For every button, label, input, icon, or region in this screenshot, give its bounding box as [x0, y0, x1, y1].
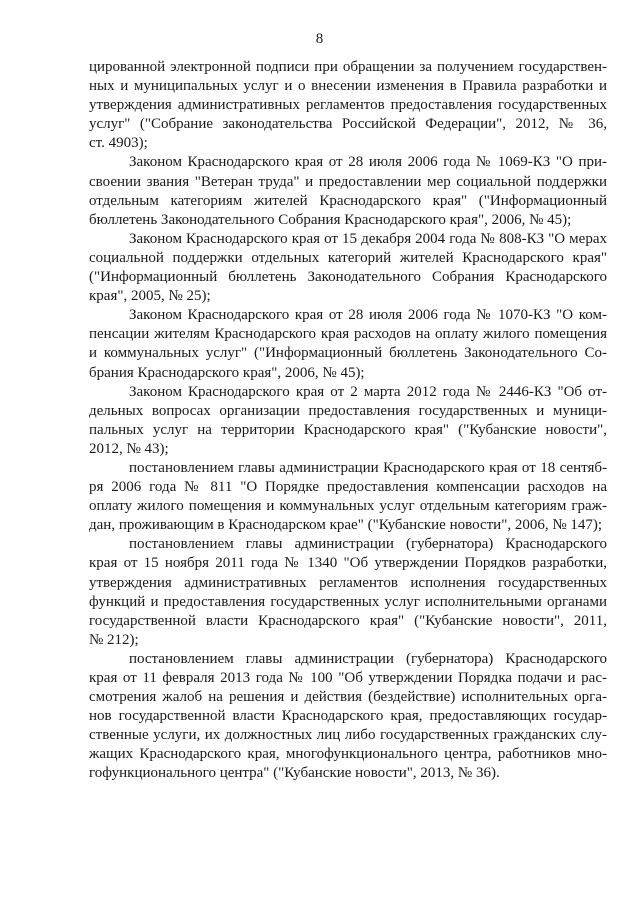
text-line: функций и предоставления государственных услуг исполнительными органами — [89, 593, 607, 610]
text-line: социальной поддержки отдельных категорий жителей Краснодарского края" — [89, 249, 607, 266]
text-line: оплату жилого помещения и коммунальных услуг отдельным категориям граж- — [89, 498, 607, 515]
text-line: смотрения жалоб на решения и действия (бездействие) исполнительных орга- — [89, 689, 607, 706]
text-line: брания Краснодарского края", 2006, № 45); — [89, 364, 365, 381]
text-line: ст. 4903); — [89, 135, 148, 152]
paragraph — [89, 650, 607, 784]
page-number: 8 — [315, 31, 324, 47]
paragraph — [89, 58, 607, 153]
text-line: дан, проживающим в Краснодарском крае" ("Кубанские новости", 2006, № 147); — [89, 517, 603, 534]
text-line: утверждения административных регламентов исполнения государственных — [89, 574, 607, 591]
text-line: ря 2006 года № 811 "О Порядке предоставления компенсации расходов на — [89, 479, 607, 496]
paragraph — [89, 230, 607, 306]
text-line: услуг" ("Собрание законодательства Российской Федерации", 2012, № 36, — [89, 116, 607, 133]
text-line: бюллетень Законодательного Собрания Краснодарского края", 2006, № 45); — [89, 211, 572, 228]
text-line: нов государственной власти Краснодарского края, предоставляющих государ- — [89, 708, 607, 725]
paragraph — [89, 383, 607, 459]
text-line: края", 2005, № 25); — [89, 288, 211, 305]
text-line: ственные услуги, их должностных лиц либо государственных гражданских слу- — [89, 727, 607, 744]
text-line: № 212); — [89, 631, 139, 648]
text-line: гофункционального центра" ("Кубанские новости", 2013, № 36). — [89, 765, 500, 782]
text-line: утверждения административных регламентов предоставления государственных — [89, 97, 607, 114]
paragraph — [89, 153, 607, 229]
paragraph — [89, 535, 607, 650]
text-line: пенсации жителям Краснодарского края расходов на оплату жилого помещения — [89, 326, 607, 343]
text-line: пальных услуг на территории Краснодарского края" ("Кубанские новости", — [89, 421, 607, 438]
paragraph — [89, 459, 607, 535]
text-line: отдельным категориям жителей Краснодарского края" ("Информационный — [89, 192, 607, 209]
text-line: постановлением главы администрации (губернатора) Краснодарского — [129, 650, 607, 667]
text-line: 2012, № 43); — [89, 440, 169, 457]
text-line: Законом Краснодарского края от 28 июля 2006 года № 1069-КЗ "О при- — [129, 154, 607, 171]
paragraph — [89, 306, 607, 382]
text-line: своении звания "Ветеран труда" и предоставлении мер социальной поддержки — [89, 173, 607, 190]
text-line: ных и муниципальных услуг и о внесении изменения в Правила разработки и — [89, 78, 607, 95]
text-line: края от 11 февраля 2013 года № 100 "Об утверждении Порядка подачи и рас- — [89, 670, 607, 686]
text-line: постановлением главы администрации (губернатора) Краснодарского — [129, 536, 607, 553]
text-line: постановлением главы администрации Краснодарского края от 18 сентяб- — [129, 459, 607, 476]
text-line: жащих Краснодарского края, многофункционального центра, работников мно- — [89, 746, 607, 763]
text-line: ("Информационный бюллетень Законодательного Собрания Краснодарского — [89, 269, 607, 286]
text-line: Законом Краснодарского края от 28 июля 2006 года № 1070-КЗ "О ком- — [129, 307, 607, 324]
text-line: государственной власти Краснодарского края" ("Кубанские новости", 2011, — [89, 612, 607, 629]
text-line: и коммунальных услуг" ("Информационный бюллетень Законодательного Со- — [89, 345, 607, 362]
document-body — [89, 58, 607, 784]
text-line: Законом Краснодарского края от 2 марта 2012 года № 2446-КЗ "Об от- — [129, 383, 607, 400]
text-line: Законом Краснодарского края от 15 декабря 2004 года № 808-КЗ "О мерах — [129, 230, 607, 247]
text-line: дельных вопросах организации предоставления государственных и муници- — [89, 402, 607, 419]
text-line: края от 15 ноября 2011 года № 1340 "Об утверждении Порядков разработки, — [89, 555, 607, 572]
text-line: цированной электронной подписи при обращении за получением государствен- — [89, 59, 607, 75]
